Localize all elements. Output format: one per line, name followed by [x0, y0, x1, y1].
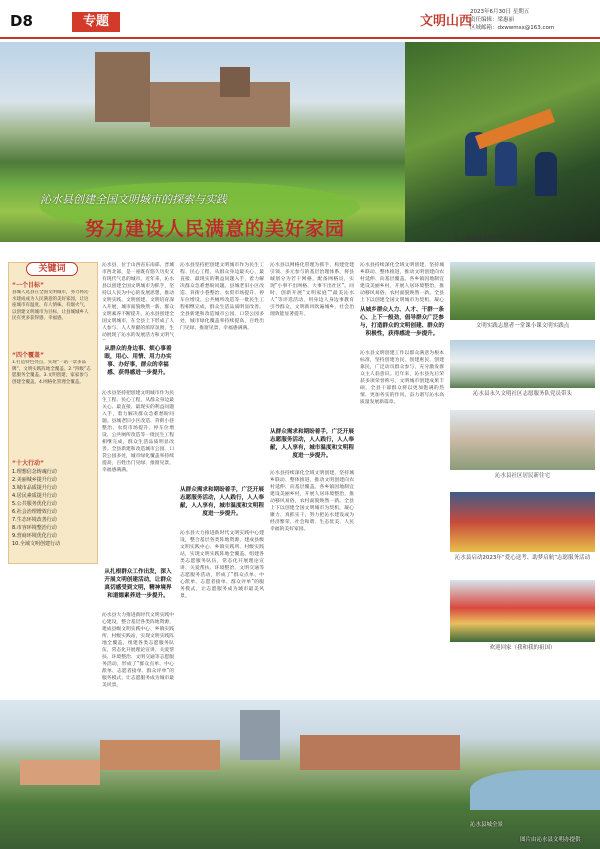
keyword-actions-list [12, 468, 92, 548]
action-item: 1.理想信念铸魂行动 [12, 469, 57, 475]
body-column-1b: 沁水县坚持把创建文明城市作为民生工程、民心工程，从群众身边最关心、最直接、最现实的利益问题入手，着力解决群众急难愁盼问题。县城老旧小区改造、背街小巷整治、农贸市场提升、停车位增设、公共厕所改造等一批民生工程相继完成，群众生活品质明显改善。全县新建和改造城市公园、口袋公园多处，城市绿化覆盖率持续提高，百姓出门见绿、推窗见景，幸福感满满。 [102, 391, 174, 473]
action-item: 6.社会治理增效行动 [12, 509, 57, 515]
headline-kicker: 沁水县创建全国文明城市的探索与实践 [40, 193, 227, 206]
subhead-d: 从扎根群众工作出发，深入开展文明创建活动，让群众真切感受到文明，精神境界和道德素养进一步提升。 [104, 569, 172, 599]
subhead-b-col3: 从群众需求和期盼着手，广泛开展志愿服务活动，人人践行，人人奉献，人人享有，城市温度和文明程度进一步提升。 [270, 429, 354, 459]
action-item: 10.全域文明创建行动 [12, 541, 60, 547]
main-headline: 努力建设人民满意的美好家园 [85, 218, 346, 240]
rescuer-figure [535, 152, 557, 196]
body-column-3b: 沁水县持续深化全域文明创建，坚持城乡联动、整体推进，推动文明创建向农村延伸、向基层覆盖。各乡镇因地制宜建设美丽乡村，开展人居环境整治，推动移风易俗，农村面貌焕然一新。全县上下以创建全国文明城市为契机，凝心聚力、真抓实干，努力把沁水建设成为经济繁荣、社会和谐、生态优美、人民幸福的美好家园。 [270, 471, 354, 532]
building-block [300, 735, 460, 770]
body-column-2b: 沁水县大力推进新时代文明实践中心建设，整合基层各类阵地资源，建成县级文明实践中心、乡镇实践所、村级实践站，实现文明实践阵地全覆盖。组建各类志愿服务队伍，常态化开展理论宣讲、关爱帮扶、环境整治、文明交通等志愿服务活动，形成了“群众点单、中心派单、志愿者接单、群众评单”的服务模式，让志愿服务成为城市最美风景。 [180, 531, 264, 599]
photo-credit: 图片由沁水县文明办提供 [520, 837, 581, 843]
header-email: 区域邮箱：dxwwmsx@163.com [470, 25, 555, 31]
right-caption-2: 沁水县永久文明社区志愿服务队党员带头 [472, 391, 572, 397]
body-column-1: 沁水县，位于山西省东南部，晋城市西北部，是一座既有悠久历史又有现代气息的城市。近年来，沁水县以创建全国文明城市为抓手，坚持以人民为中心的发展思想，推动文明实践、文明创建、文明培育深入开展，城市面貌焕然一新，群众文明素养不断提升。沁水县创建全国文明城市，在全县上下形成了人人参与、人人奉献的浓厚氛围，生动展现了沁水的发展活力和文明气 [102, 263, 174, 338]
keyword-actions-heading: “十大行动” [12, 460, 44, 467]
rescuer-figure [495, 142, 517, 186]
action-item: 4.居民素质提升行动 [12, 493, 57, 499]
action-item: 2.美丽城乡提升行动 [12, 477, 57, 483]
stretcher [475, 109, 555, 150]
body-column-2: 沁水县坚持把创建文明城市作为民生工程、民心工程，从群众身边最关心、最直接、最现实的利益问题入手，着力解决群众急难愁盼问题。县城老旧小区改造、背街小巷整治、农贸市场提升、停车位增设、公共厕所改造等一批民生工程相继完成，群众生活品质明显改善。全县新建和改造城市公园、口袋公园多处，城市绿化覆盖率持续提高，百姓出门见绿、推窗见景，幸福感满满。 [180, 263, 264, 331]
panorama-caption: 沁水县城全景 [470, 822, 504, 828]
building-block [20, 760, 100, 785]
page-number: D8 [10, 12, 33, 30]
right-photo-1 [450, 262, 595, 320]
subhead-c: 从城乡群众人力、人才、干群一条心、上下一般劲，倡导群众广泛参与，打造群众的文明创建、群众的积极性，获得感进一步提升。 [360, 307, 444, 337]
building-block [100, 740, 220, 770]
right-caption-4: 沁水县启动2023年“爱心送考、助梦启航”志愿服务活动 [454, 555, 591, 561]
keyword-cover-text: 1.打造特色亮点，实现“一站一景多品牌”，文明实践阵地全覆盖。2.“四级”志愿服务全覆盖。3.文明创建，家家参与创建全覆盖。4.网格化管理全覆盖。 [12, 360, 91, 385]
brand-logo: 文明山西 [420, 14, 473, 29]
body-column-4b: 沁水县文明创建工作以群众满意为根本标准，坚持创建为民、创建惠民、创建靠民，广泛动员群众参与，充分激发群众主人翁意识。近年来，沁水县先后荣获多项荣誉称号，文明城市创建成果丰硕，全县干部群众将以更加饱满的热情、更加务实的作风，奋力谱写沁水高质量发展新篇章。 [360, 351, 444, 405]
subhead-a: 从群众的身边事、烦心事着眼，用心、用情、用力办实事、办好事，群众的幸福感、获得感进一步提升。 [104, 346, 172, 376]
header-info [470, 8, 595, 32]
right-photo-3 [450, 410, 595, 470]
castle-house [220, 67, 250, 97]
subhead-b: 从群众需求和期盼着手，广泛开展志愿服务活动，人人践行，人人奉献，人人享有，城市温度和文明程度进一步提升。 [180, 487, 264, 517]
action-item: 9.营商环境优化行动 [12, 533, 57, 539]
right-caption-5: 欢迎回家（我和我的祖国） [489, 645, 556, 651]
right-caption-3: 沁水县社区居民新住宅 [494, 473, 550, 479]
header-editor: 责任编辑：梁惠丽 [470, 17, 515, 23]
rescue-caption: 沁水县巍巍救援队营救被困群众 [455, 236, 533, 242]
keywords-title [8, 260, 96, 278]
section-label: 专题 [72, 12, 120, 32]
keyword-goal-heading: “一个目标” [12, 282, 44, 289]
header-date: 2023年6月30日 星期五 [470, 9, 530, 15]
keyword-cover-heading: “四个覆盖” [12, 352, 44, 359]
body-column-4: 沁水县持续深化全域文明创建，坚持城乡联动、整体推进，推动文明创建向农村延伸、向基层覆盖。各乡镇因地制宜建设美丽乡村，开展人居环境整治，推动移风易俗，农村面貌焕然一新。全县上下以创建全国文明城市为契机，凝心 [360, 263, 444, 302]
right-caption-1: 文明实践志愿者一堂课小课文明实践点 [475, 323, 570, 329]
river-shape [470, 770, 600, 810]
right-photo-2 [450, 340, 595, 388]
right-photo-5 [450, 580, 595, 642]
body-column-3: 沁水县以网格化管理为抓手，构建党建引领、多元参与的基层治理体系，将县城划分为若干网格，配备网格员，实现“小事不出网格、大事不出社区”。同时，创新开展“文明家庭”“最美沁水人”等评选活动，用身边人身边事教育引导群众，文明新风吹遍城乡，社会治理效能显著提升。 [270, 263, 354, 317]
body-column-1c: 沁水县大力推进新时代文明实践中心建设，整合基层各类阵地资源，建成县级文明实践中心、乡镇实践所、村级实践站，实现文明实践阵地全覆盖。组建各类志愿服务队伍，常态化开展理论宣讲、关爱帮扶、环境整治、文明交通等志愿服务活动，形成了“群众点单、中心派单、志愿者接单、群众评单”的服务模式，让志愿服务成为城市最美风景。 [102, 613, 174, 688]
tower-building [240, 710, 280, 760]
keyword-goal-text: 县城人选县在全国文明城市，努力将沁水建成成为人民满意的美好家园，让这座城市有温度、有人情味、有烟火气，以创建文明城市为目标，让县城城乡人民有更多获得感、幸福感。 [12, 290, 89, 321]
keywords-title-text: 关键词 [26, 262, 78, 276]
action-item: 5.公共服务优化行动 [12, 501, 57, 507]
right-photo-4 [450, 492, 595, 552]
city-panorama-photo [0, 700, 600, 849]
action-item: 3.城市品质提升行动 [12, 485, 57, 491]
header-divider [0, 37, 600, 39]
rescue-photo [405, 42, 600, 242]
action-item: 8.市容环境整治行动 [12, 525, 57, 531]
action-item: 7.生态环境改善行动 [12, 517, 57, 523]
castle-tower [95, 52, 150, 122]
